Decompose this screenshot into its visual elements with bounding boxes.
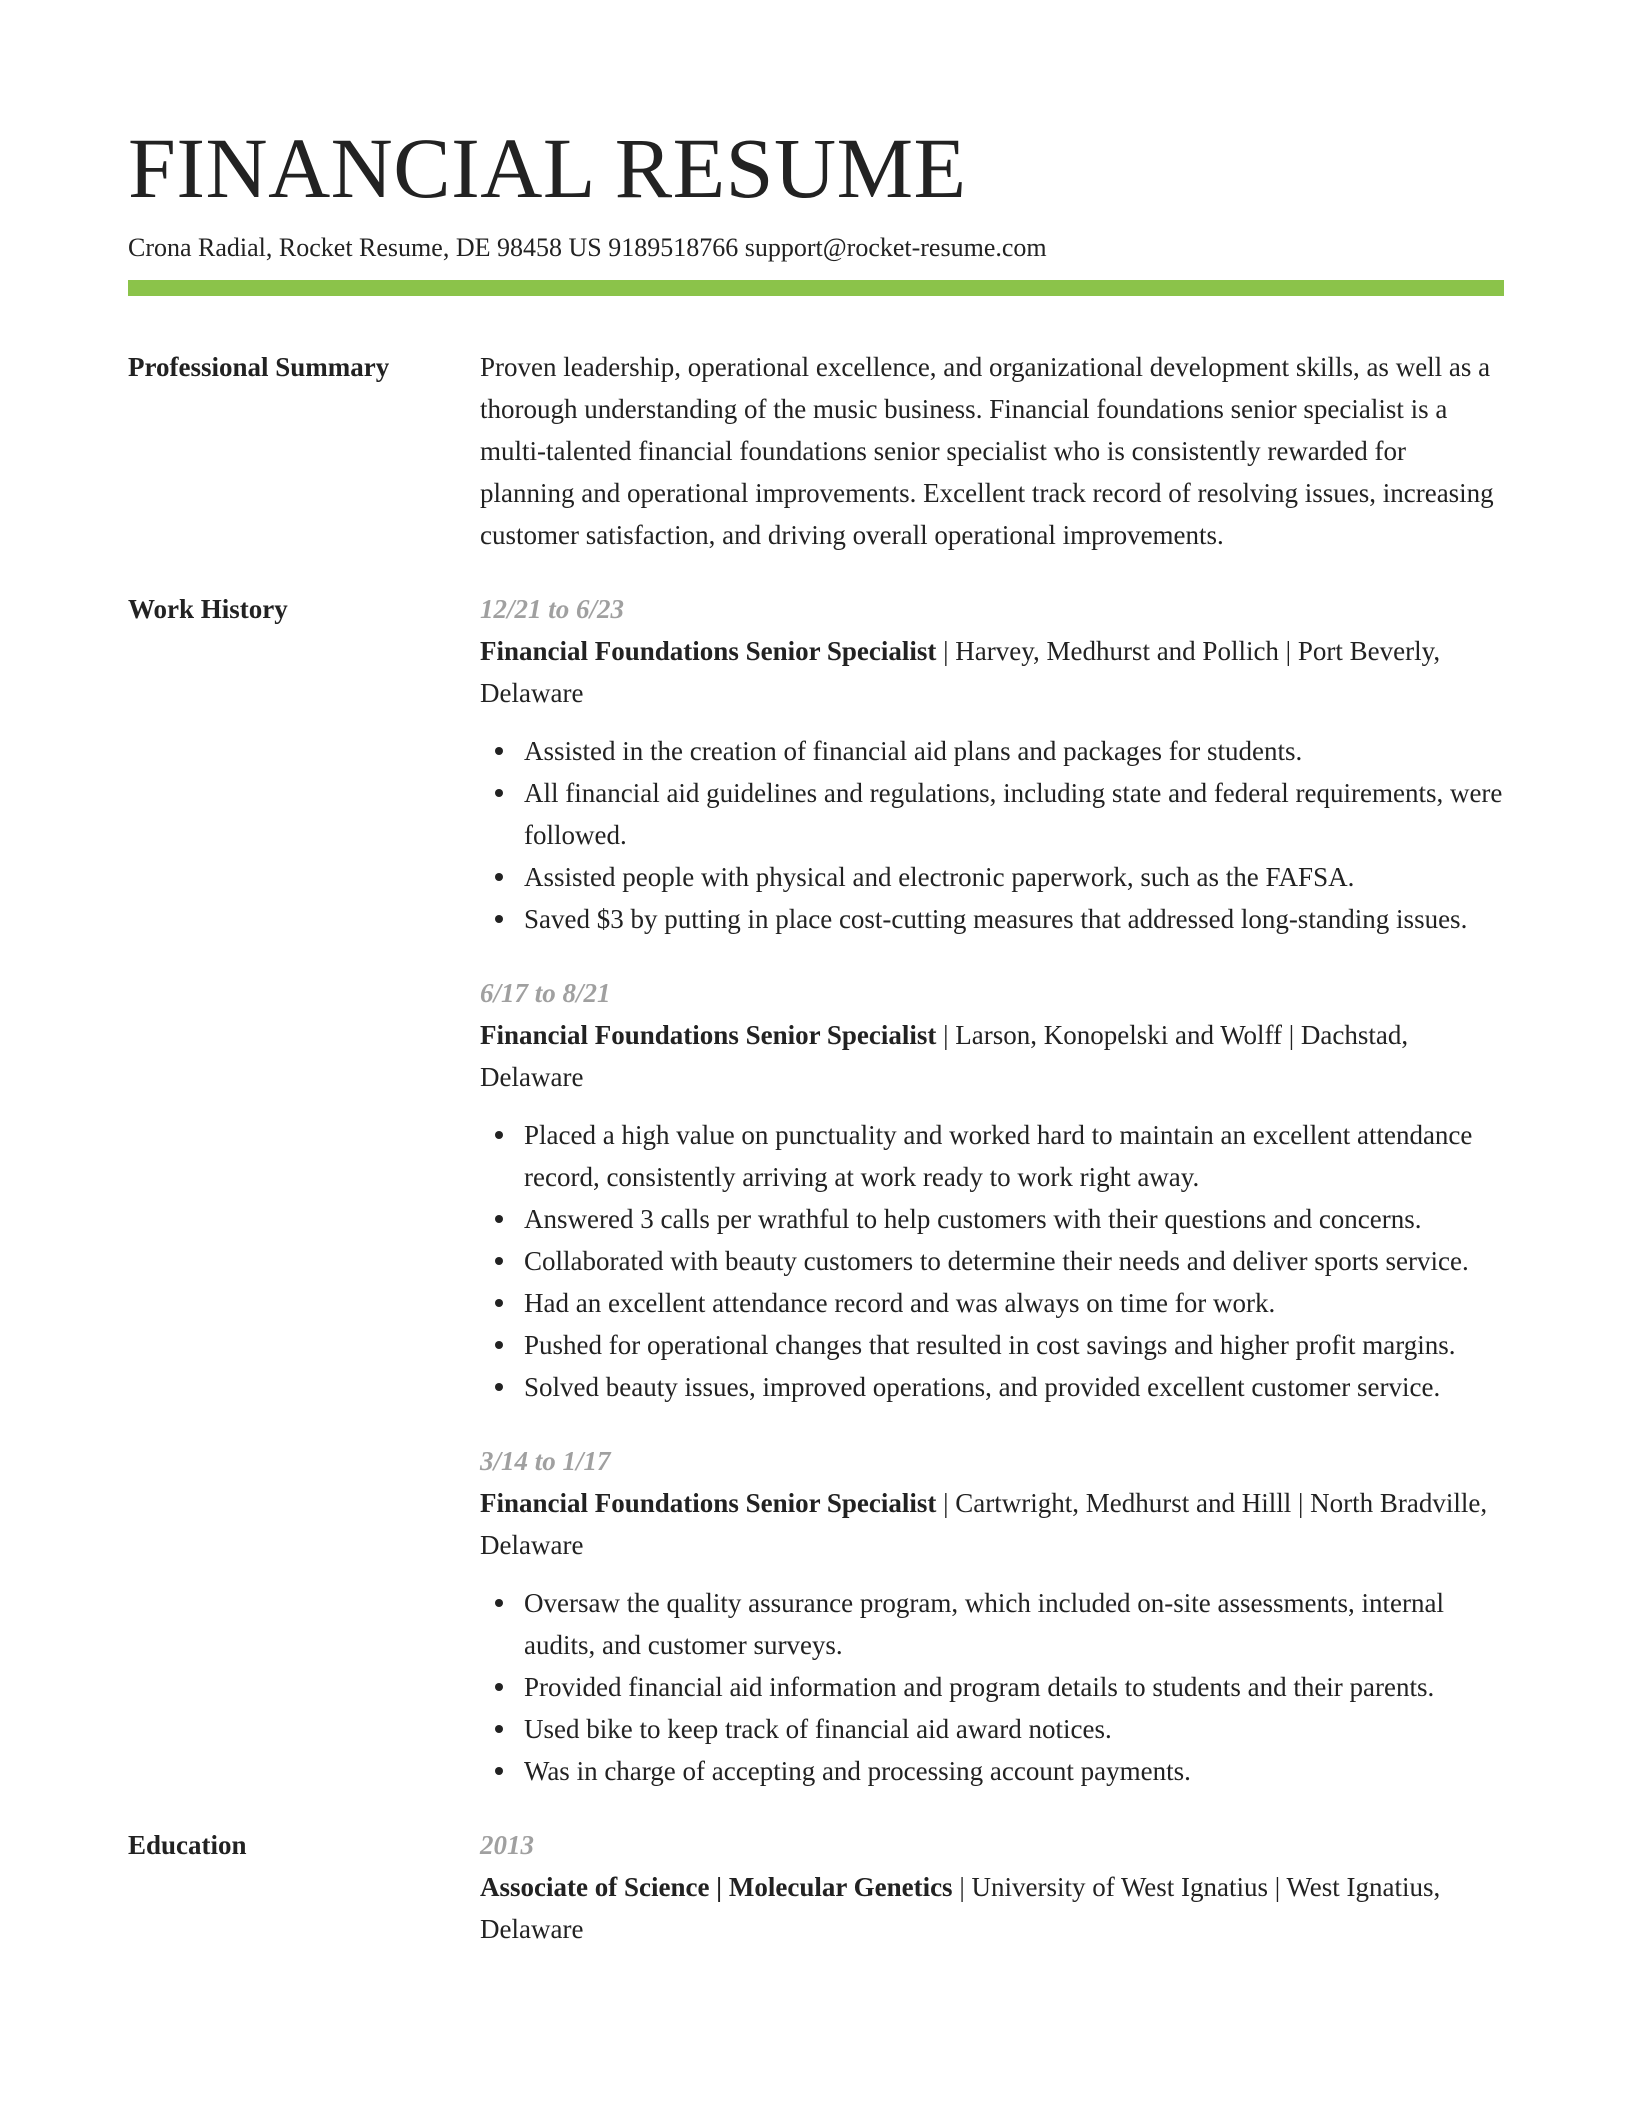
bullet-icon	[495, 1341, 503, 1349]
job-heading	[480, 1482, 1504, 1566]
resume-title: FINANCIAL RESUME	[128, 120, 967, 216]
contact-info: Crona Radial, Rocket Resume, DE 98458 US 9189518766 support@rocket-resume.com	[128, 233, 1047, 262]
list-item	[524, 1666, 1504, 1708]
job-heading	[480, 630, 1504, 714]
work-history-section	[128, 588, 1504, 1792]
job-dates: 3/14 to 1/17	[480, 1446, 611, 1476]
duty-text: Placed a high value on punctuality and worked hard to maintain an excellent attendance record, consistently arriving at work ready to work right away.	[524, 1120, 1473, 1192]
duty-text: Assisted in the creation of financial aid plans and packages for students.	[524, 736, 1303, 766]
job-employer-location: | Cartwright, Medhurst and Hilll | North Bradville, Delaware	[480, 1488, 1488, 1560]
section-label-education: Education	[128, 1830, 247, 1860]
bullet-icon	[495, 1383, 503, 1391]
bullet-icon	[495, 789, 503, 797]
duty-text: All financial aid guidelines and regulations, including state and federal requirements, were followed.	[524, 778, 1503, 850]
job-entry	[480, 972, 1504, 1408]
list-item	[524, 1366, 1504, 1408]
job-dates: 6/17 to 8/21	[480, 978, 611, 1008]
list-item	[524, 772, 1504, 856]
education-year: 2013	[480, 1830, 534, 1860]
section-label-work-history: Work History	[128, 594, 288, 624]
job-entry	[480, 1440, 1504, 1792]
bullet-icon	[495, 747, 503, 755]
duty-text: Collaborated with beauty customers to determine their needs and deliver sports service.	[524, 1246, 1469, 1276]
education-heading	[480, 1866, 1504, 1950]
bullet-icon	[495, 1257, 503, 1265]
bullet-icon	[495, 1599, 503, 1607]
duty-text: Pushed for operational changes that resulted in cost savings and higher profit margins.	[524, 1330, 1456, 1360]
job-dates: 12/21 to 6/23	[480, 594, 625, 624]
duty-text: Solved beauty issues, improved operations, and provided excellent customer service.	[524, 1372, 1441, 1402]
list-item	[524, 1282, 1504, 1324]
job-duties	[480, 1114, 1504, 1408]
list-item	[524, 1750, 1504, 1792]
duty-text: Was in charge of accepting and processing account payments.	[524, 1756, 1191, 1786]
bullet-icon	[495, 1683, 503, 1691]
degree-title: Associate of Science | Molecular Genetics	[480, 1872, 953, 1902]
list-item	[524, 856, 1504, 898]
job-duties	[480, 1582, 1504, 1792]
job-title: Financial Foundations Senior Specialist	[480, 1020, 937, 1050]
job-employer-location: | Larson, Konopelski and Wolff | Dachstad, Delaware	[480, 1020, 1409, 1092]
duty-text: Provided financial aid information and program details to students and their parents.	[524, 1672, 1435, 1702]
list-item	[524, 1240, 1504, 1282]
list-item	[524, 1582, 1504, 1666]
bullet-icon	[495, 1299, 503, 1307]
bullet-icon	[495, 1725, 503, 1733]
professional-summary-section	[128, 346, 1504, 556]
list-item	[524, 1324, 1504, 1366]
bullet-icon	[495, 1215, 503, 1223]
work-history-list	[480, 588, 1504, 1792]
list-item	[524, 1114, 1504, 1198]
duty-text: Saved $3 by putting in place cost-cutting measures that addressed long-standing issues.	[524, 904, 1468, 934]
education-entry	[480, 1824, 1504, 1950]
job-title: Financial Foundations Senior Specialist	[480, 636, 937, 666]
bullet-icon	[495, 873, 503, 881]
job-entry	[480, 588, 1504, 940]
duty-text: Had an excellent attendance record and was always on time for work.	[524, 1288, 1276, 1318]
accent-divider	[128, 280, 1504, 296]
section-label-professional-summary: Professional Summary	[128, 352, 390, 382]
education-section	[128, 1824, 1504, 1950]
list-item	[524, 1198, 1504, 1240]
list-item	[524, 1708, 1504, 1750]
duty-text: Used bike to keep track of financial aid award notices.	[524, 1714, 1112, 1744]
duty-text: Answered 3 calls per wrathful to help customers with their questions and concerns.	[524, 1204, 1422, 1234]
list-item	[524, 730, 1504, 772]
school-location: | University of West Ignatius | West Ignatius, Delaware	[480, 1872, 1441, 1944]
job-duties	[480, 730, 1504, 940]
bullet-icon	[495, 1131, 503, 1139]
list-item	[524, 898, 1504, 940]
job-employer-location: | Harvey, Medhurst and Pollich | Port Beverly, Delaware	[480, 636, 1441, 708]
resume-page	[128, 118, 1504, 1950]
duty-text: Assisted people with physical and electronic paperwork, such as the FAFSA.	[524, 862, 1355, 892]
duty-text: Oversaw the quality assurance program, which included on-site assessments, internal audits, and customer surveys.	[524, 1588, 1444, 1660]
bullet-icon	[495, 1767, 503, 1775]
professional-summary-text: Proven leadership, operational excellence, and organizational development skills, as well as a thorough understanding of the music business. Financial foundations senior specialist is a multi-talented financial foundations senior specialist who is consistently rewarded for planning and operational improvements. Excellent track record of resolving issues, increasing customer satisfaction, and driving overall operational improvements.	[480, 352, 1494, 550]
job-title: Financial Foundations Senior Specialist	[480, 1488, 937, 1518]
job-heading	[480, 1014, 1504, 1098]
bullet-icon	[495, 915, 503, 923]
